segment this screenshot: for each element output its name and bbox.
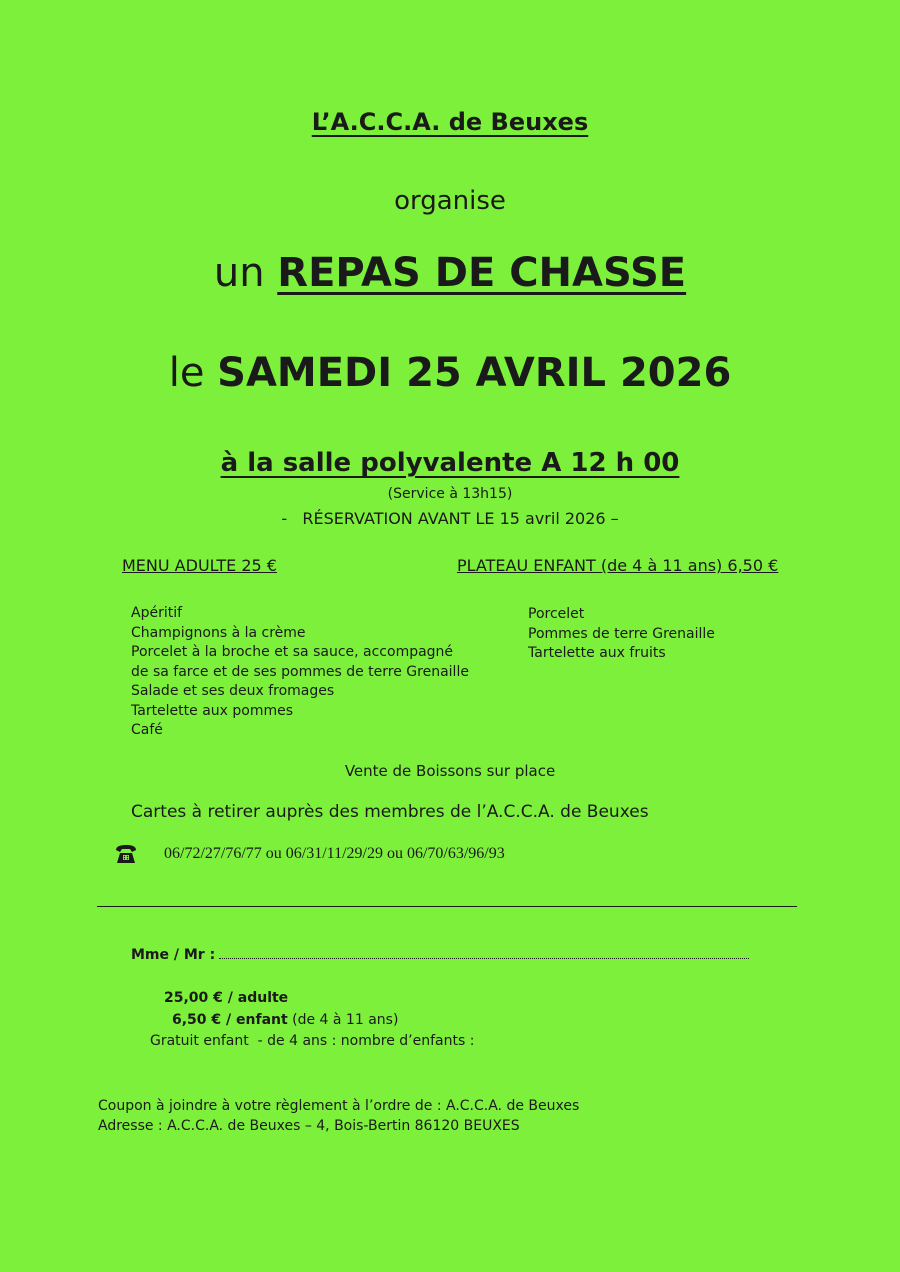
organization-name: L’A.C.C.A. de Beuxes <box>311 108 589 136</box>
list-item: Café <box>131 722 163 738</box>
event-title <box>0 250 900 296</box>
list-item: Salade et ses deux fromages <box>131 683 335 699</box>
event-date <box>0 350 900 396</box>
list-item: Apéritif <box>131 605 183 621</box>
child-price-rest: (de 4 à 11 ans) <box>287 1012 399 1028</box>
child-price <box>172 1012 398 1028</box>
free-child-line: Gratuit enfant - de 4 ans : nombre d’enfants : <box>150 1033 475 1049</box>
menu-adult-title: MENU ADULTE 25 € <box>122 556 277 575</box>
event-venue: à la salle polyvalente A 12 h 00 <box>220 448 680 478</box>
event-date-main: SAMEDI 25 AVRIL 2026 <box>217 350 732 396</box>
event-title-prefix: un <box>213 250 278 296</box>
telephone-icon <box>114 843 138 865</box>
child-price-bold: 6,50 € / enfant <box>172 1012 288 1028</box>
coupon-name-label: Mme / Mr : <box>131 947 216 963</box>
list-item: Tartelette aux pommes <box>131 702 294 719</box>
list-item: Tartelette aux fruits <box>528 645 666 661</box>
event-date-prefix: le <box>168 350 218 396</box>
organise-text: organise <box>394 186 506 216</box>
event-title-main: REPAS DE CHASSE <box>277 250 687 296</box>
phone-numbers: 06/72/27/76/77 ou 06/31/11/29/29 ou 06/70/63/96/93 <box>164 845 505 862</box>
coupon-name-field[interactable] <box>131 947 749 963</box>
list-item: de sa farce et de ses pommes de terre Grenaille <box>131 663 469 680</box>
list-item: Champignons à la crème <box>131 624 306 641</box>
plateau-enfant-title: PLATEAU ENFANT (de 4 à 11 ans) 6,50 € <box>457 556 779 575</box>
coupon-footer-line2: Adresse : A.C.C.A. de Beuxes – 4, Bois-Bertin 86120 BEUXES <box>98 1118 520 1134</box>
list-item: Porcelet <box>528 606 585 622</box>
cartes-note: Cartes à retirer auprès des membres de l’A.C.C.A. de Beuxes <box>131 802 649 822</box>
service-time: (Service à 13h15) <box>387 486 513 502</box>
adult-price: 25,00 € / adulte <box>164 990 289 1006</box>
coupon-name-dots <box>219 947 749 959</box>
coupon-footer-line1: Coupon à joindre à votre règlement à l’ordre de : A.C.C.A. de Beuxes <box>98 1098 580 1114</box>
list-item: Pommes de terre Grenaille <box>528 625 715 642</box>
reservation-deadline: - RÉSERVATION AVANT LE 15 avril 2026 – <box>281 509 619 528</box>
plateau-enfant-list <box>528 605 715 664</box>
menu-adult-list <box>131 604 469 741</box>
list-item: Porcelet à la broche et sa sauce, accompagné <box>131 644 454 660</box>
divider <box>97 906 797 907</box>
boissons-note: Vente de Boissons sur place <box>344 762 556 780</box>
